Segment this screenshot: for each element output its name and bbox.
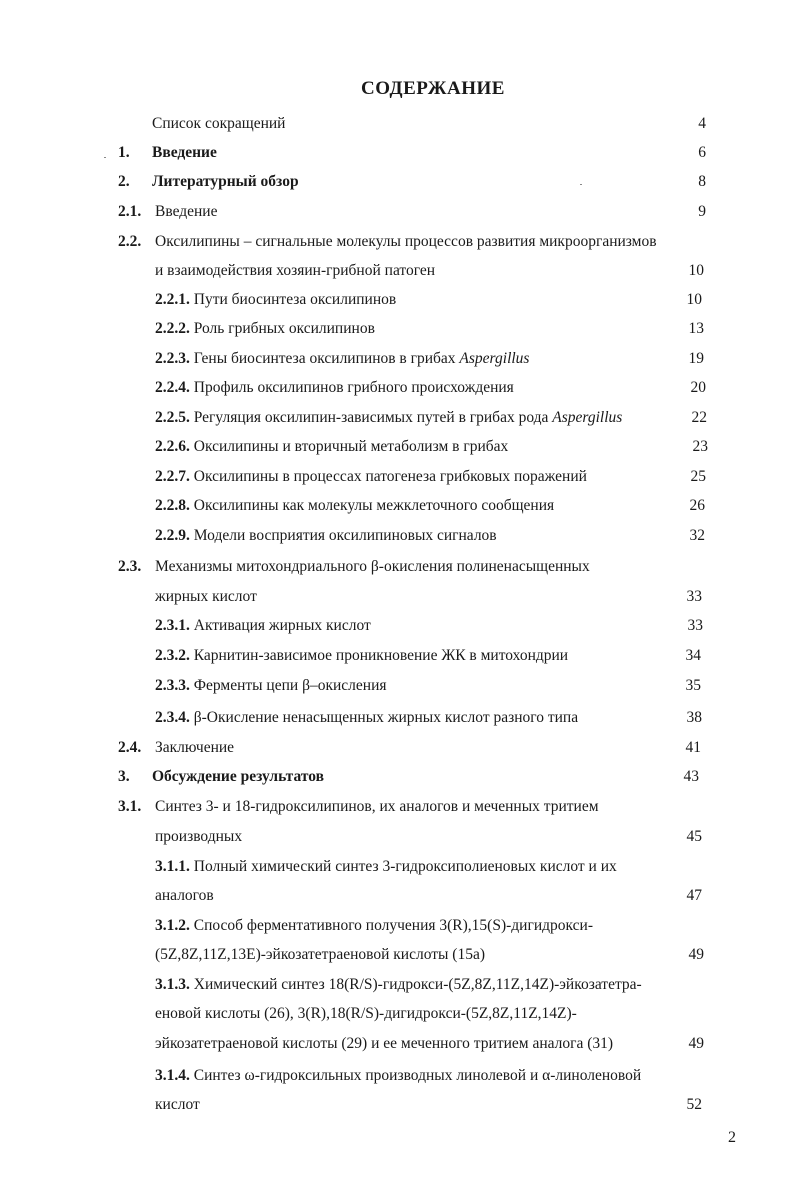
toc-entry-page: 35 [685,677,701,694]
toc-entry-page: 22 [691,409,707,426]
toc-entry-number: 2.3.1. [155,617,190,634]
toc-entry-text: Карнитин-зависимое проникновение ЖК в митохондрии [193,647,569,664]
toc-entry-number: 2.2.2. [155,320,190,337]
toc-entry-text: Ферменты цепи β–окисления [193,677,387,694]
toc-entry-text-continued: жирных кислот [155,588,257,605]
toc-entry-page: 33 [686,588,702,605]
toc-entry-number: 2.2.1. [155,291,190,308]
toc-entry-number: 3.1.2. [155,917,190,934]
toc-entry-2-3-3[interactable] [0,675,796,697]
toc-entry-3-1[interactable] [0,796,796,818]
toc-entry-number: 1. [118,144,130,161]
toc-entry-text: Заключение [155,739,235,756]
toc-entry-page: 34 [685,647,701,664]
toc-entry-number: 2. [118,173,130,190]
toc-entry-text: Оксилипины – сигнальные молекулы процессов развития микроорганизмов [155,233,657,250]
toc-entry-2-1[interactable] [0,201,796,223]
toc-entry-number: 2.2. [118,233,142,250]
toc-entry-2-3-4[interactable] [0,707,796,729]
toc-entry-2-2-1[interactable] [0,289,796,311]
toc-entry-page: 20 [690,379,706,396]
toc-entry-3-1-2-cont[interactable] [0,944,796,966]
toc-entry-2-2-8[interactable] [0,495,796,517]
toc-entry-text-continued: и взаимодействия хозяин-грибной патоген [155,262,436,279]
toc-entry-page: 33 [687,617,703,634]
toc-entry-page: 38 [686,709,702,726]
toc-entry-page: 6 [698,144,706,161]
toc-entry-2-3[interactable] [0,556,796,578]
toc-entry-page: 43 [683,768,699,785]
toc-entry-number: 2.3.2. [155,647,190,664]
toc-entry-3-1-4-cont[interactable] [0,1094,796,1116]
toc-entry-page: 26 [689,497,705,514]
toc-entry-page: 10 [688,262,704,279]
toc-entry-text: Способ ферментативного получения 3(R),15(S)-дигидрокси- [193,917,593,934]
toc-entry-page: 13 [688,320,704,337]
toc-entry-text: Оксилипины и вторичный метаболизм в грибах [193,438,509,455]
toc-entry-number: 2.3.3. [155,677,190,694]
toc-entry-3-1-1-cont[interactable] [0,885,796,907]
toc-entry-text: Механизмы митохондриального β-окисления полиненасыщенных [155,558,590,575]
toc-entry-2-3-2[interactable] [0,645,796,667]
toc-entry-3-1-2[interactable] [0,915,796,937]
toc-entry-abbreviations[interactable] [0,113,796,135]
toc-entry-2-2-4[interactable] [0,377,796,399]
toc-entry-number: 2.4. [118,739,142,756]
toc-entry-number: 2.3. [118,558,142,575]
toc-entry-number: 2.2.7. [155,468,190,485]
toc-entry-text-continued: аналогов [155,887,214,904]
toc-entry-text: Оксилипины как молекулы межклеточного сообщения [193,497,555,514]
toc-entry-text: Обсуждение результатов [152,768,324,785]
toc-entry-number: 2.1. [118,203,142,220]
toc-entry-2-2-2[interactable] [0,318,796,340]
toc-entry-3-1-3-cont[interactable] [0,1003,796,1025]
toc-entry-2-3-cont[interactable] [0,586,796,608]
scan-speck [580,184,582,185]
toc-entry-text: Регуляция оксилипин-зависимых путей в грибах рода [193,409,553,426]
toc-entry-page: 41 [685,739,701,756]
toc-entry-text-continued: еновой кислоты (26), 3(R),18(R/S)-дигидрокси-(5Z,8Z,11Z,14Z)- [155,1005,577,1022]
toc-entry-text-continued: производных [155,828,243,845]
toc-entry-page: 45 [686,828,702,845]
toc-entry-text: Гены биосинтеза оксилипинов в грибах [193,350,460,367]
toc-entry-number: 3.1.1. [155,858,190,875]
toc-entry-page: 32 [689,527,705,544]
toc-entry-2[interactable] [0,171,796,193]
toc-entry-text: Синтез 3- и 18-гидроксилипинов, их аналогов и меченных тритием [155,798,599,815]
page-title: СОДЕРЖАНИЕ [361,78,505,99]
toc-entry-page: 10 [686,291,702,308]
toc-entry-text: Пути биосинтеза оксилипинов [193,291,397,308]
toc-entry-2-2-6[interactable] [0,436,796,458]
toc-entry-page: 25 [690,468,706,485]
page-number: 2 [728,1129,736,1146]
toc-entry-2-2-5[interactable] [0,407,796,429]
toc-entry-page: 49 [688,1035,704,1052]
toc-entry-3-1-3[interactable] [0,974,796,996]
toc-entry-text: Роль грибных оксилипинов [193,320,375,337]
toc-entry-page: 4 [698,115,706,132]
toc-entry-text: Модели восприятия оксилипиновых сигналов [193,527,497,544]
toc-entry-3-1-1[interactable] [0,856,796,878]
toc-entry-text-continued: эйкозатетраеновой кислоты (29) и ее меченного тритием аналога (31) [155,1035,614,1052]
toc-entry-number: 2.3.4. [155,709,190,726]
toc-entry-text: Оксилипины в процессах патогенеза грибковых поражений [193,468,587,485]
toc-entry-number: 2.2.6. [155,438,190,455]
toc-entry-3-1-cont[interactable] [0,826,796,848]
toc-entry-page: 47 [686,887,702,904]
toc-entry-text-continued: кислот [155,1096,200,1113]
toc-entry-text: Синтез ω-гидроксильных производных линолевой и α-линоленовой [193,1067,642,1084]
toc-entry-text: Химический синтез 18(R/S)-гидрокси-(5Z,8Z,11Z,14Z)-эйкозатетра- [193,976,642,993]
toc-entry-2-2-3[interactable] [0,348,796,370]
toc-entry-2-2-7[interactable] [0,466,796,488]
toc-entry-text: Активация жирных кислот [193,617,371,634]
toc-entry-number: 3. [118,768,130,785]
toc-entry-number: 2.2.8. [155,497,190,514]
toc-entry-page: 9 [698,203,706,220]
toc-entry-page: 23 [692,438,708,455]
toc-entry-number: 3.1.3. [155,976,190,993]
toc-entry-number: 3.1. [118,798,142,815]
toc-entry-number: 2.2.9. [155,527,190,544]
toc-entry-2-2[interactable] [0,231,796,253]
toc-entry-page: 19 [688,350,704,367]
toc-entry-text: Список сокращений [152,115,286,132]
toc-entry-text: Введение [152,144,217,161]
toc-entry-number: 2.2.3. [155,350,190,367]
toc-entry-3-1-3-cont2[interactable] [0,1033,796,1055]
toc-entry-1[interactable] [0,142,796,164]
scan-speck [104,157,106,158]
toc-entry-text: β-Окисление ненасыщенных жирных кислот разного типа [193,709,579,726]
toc-entry-number: 2.2.4. [155,379,190,396]
toc-entry-number: 3.1.4. [155,1067,190,1084]
toc-entry-text-italic: Aspergillus [552,409,623,426]
toc-entry-page: 49 [688,946,704,963]
toc-entry-page: 52 [686,1096,702,1113]
toc-entry-2-2-cont[interactable] [0,260,796,282]
toc-entry-text: Полный химический синтез 3-гидроксиполиеновых кислот и их [193,858,617,875]
toc-entry-text-continued: (5Z,8Z,11Z,13E)-эйкозатетраеновой кислоты (15а) [155,946,486,963]
toc-entry-page: 8 [698,173,706,190]
toc-entry-text: Введение [155,203,218,220]
toc-entry-number: 2.2.5. [155,409,190,426]
toc-entry-text: Профиль оксилипинов грибного происхождения [193,379,514,396]
toc-entry-3[interactable] [0,766,796,788]
toc-entry-2-4[interactable] [0,737,796,759]
toc-entry-2-2-9[interactable] [0,525,796,547]
toc-entry-3-1-4[interactable] [0,1065,796,1087]
toc-entry-text: Литературный обзор [152,173,299,190]
toc-entry-2-3-1[interactable] [0,615,796,637]
toc-entry-text-italic: Aspergillus [459,350,530,367]
